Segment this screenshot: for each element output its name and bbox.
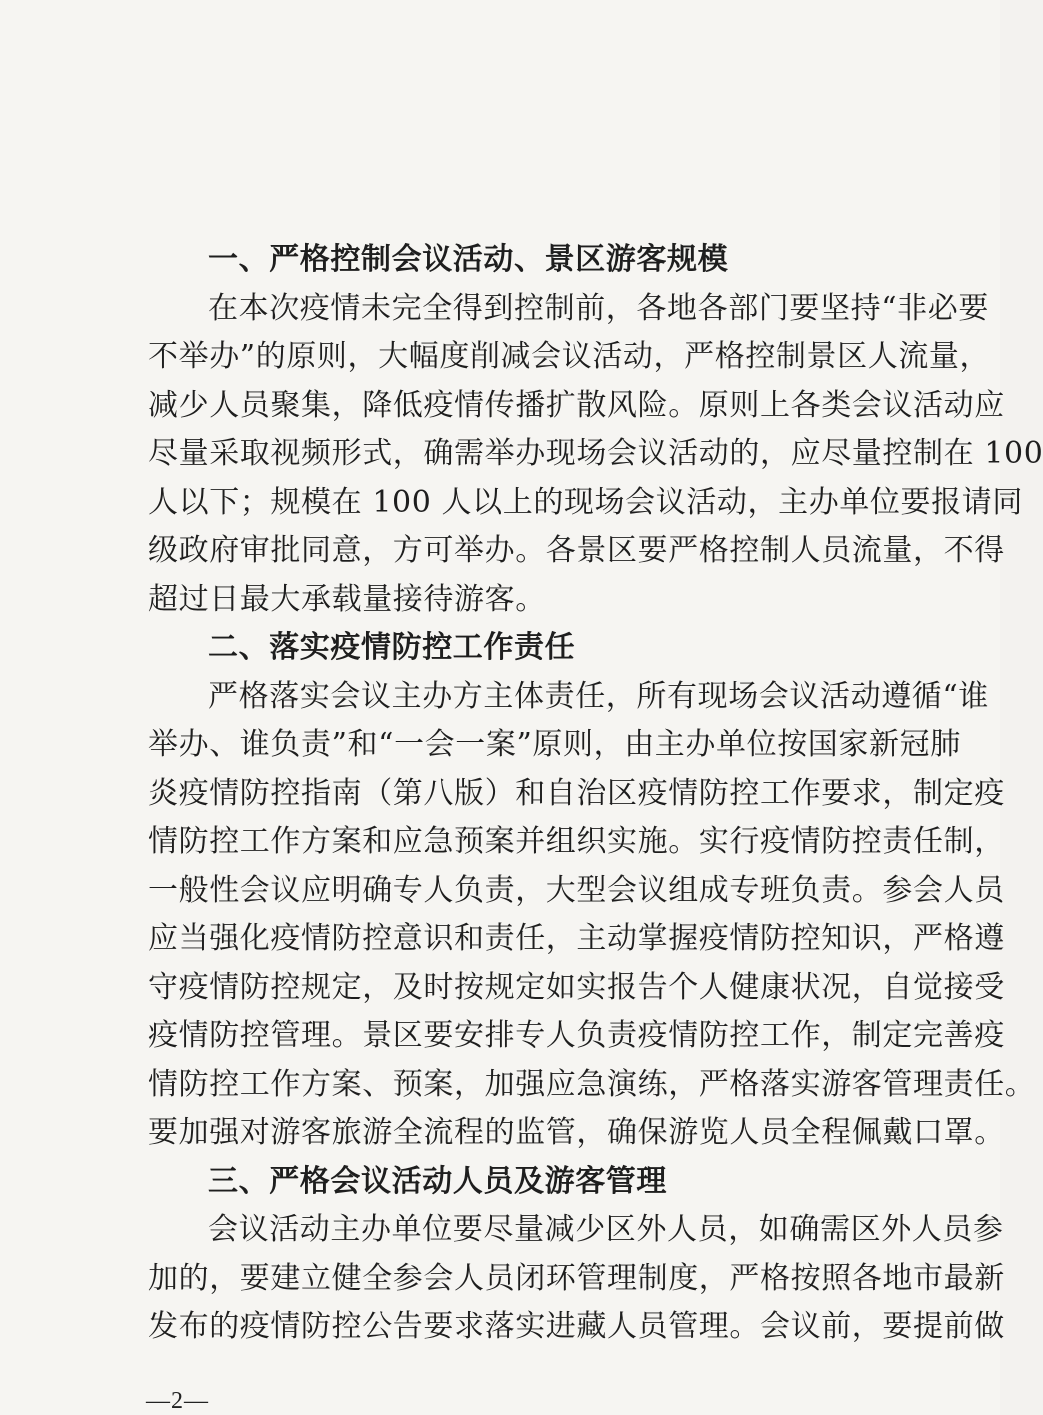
paragraph-line: 一般性会议应明确专人负责，大型会议组成专班负责。参会人员 bbox=[148, 872, 1005, 908]
paragraph-line: 不举办”的原则，大幅度削减会议活动，严格控制景区人流量， bbox=[148, 339, 991, 374]
paragraph-line: 会议活动主办单位要尽量减少区外人员，如确需区外人员参 bbox=[208, 1212, 1004, 1247]
paragraph-line: 加的，要建立健全参会人员闭环管理制度，严格按照各地市最新 bbox=[148, 1260, 1005, 1296]
paragraph-line: 应当强化疫情防控意识和责任，主动掌握疫情防控知识，严格遵 bbox=[148, 921, 1005, 956]
paragraph-line: 级政府审批同意，方可举办。各景区要严格控制人员流量，不得 bbox=[148, 533, 1005, 568]
page-number: —2— bbox=[146, 1388, 209, 1414]
document-body bbox=[148, 236, 1043, 1352]
paragraph-line: 尽量采取视频形式，确需举办现场会议活动的，应尽量控制在 100 bbox=[148, 436, 1043, 471]
paragraph-line: 在本次疫情未完全得到控制前，各地各部门要坚持“非必要 bbox=[208, 290, 989, 326]
paragraph-line: 减少人员聚集，降低疫情传播扩散风险。原则上各类会议活动应 bbox=[148, 387, 1005, 423]
paragraph-line: 举办、谁负责”和“一会一案”原则，由主办单位按国家新冠肺 bbox=[148, 727, 961, 762]
paragraph-line: 超过日最大承载量接待游客。 bbox=[148, 581, 546, 617]
paragraph-line: 炎疫情防控指南（第八版）和自治区疫情防控工作要求，制定疫 bbox=[148, 775, 1005, 811]
paragraph-line: 守疫情防控规定，及时按规定如实报告个人健康状况，自觉接受 bbox=[148, 969, 1005, 1005]
paragraph-line: 情防控工作方案和应急预案并组织实施。实行疫情防控责任制， bbox=[148, 824, 1005, 859]
section-heading: 二、落实疫情防控工作责任 bbox=[208, 630, 576, 665]
paragraph-line: 发布的疫情防控公告要求落实进藏人员管理。会议前，要提前做 bbox=[148, 1309, 1005, 1344]
paragraph-line: 要加强对游客旅游全流程的监管，确保游览人员全程佩戴口罩。 bbox=[148, 1115, 1005, 1150]
paragraph-line: 疫情防控管理。景区要安排专人负责疫情防控工作，制定完善疫 bbox=[148, 1018, 1005, 1053]
section-heading: 一、严格控制会议活动、景区游客规模 bbox=[208, 242, 729, 277]
paragraph-line: 情防控工作方案、预案，加强应急演练，严格落实游客管理责任。 bbox=[148, 1066, 1036, 1102]
paragraph-line: 严格落实会议主办方主体责任，所有现场会议活动遵循“谁 bbox=[208, 678, 989, 714]
section-heading: 三、严格会议活动人员及游客管理 bbox=[208, 1163, 667, 1199]
paragraph-line: 人以下；规模在 100 人以上的现场会议活动，主办单位要报请同 bbox=[148, 484, 1023, 520]
